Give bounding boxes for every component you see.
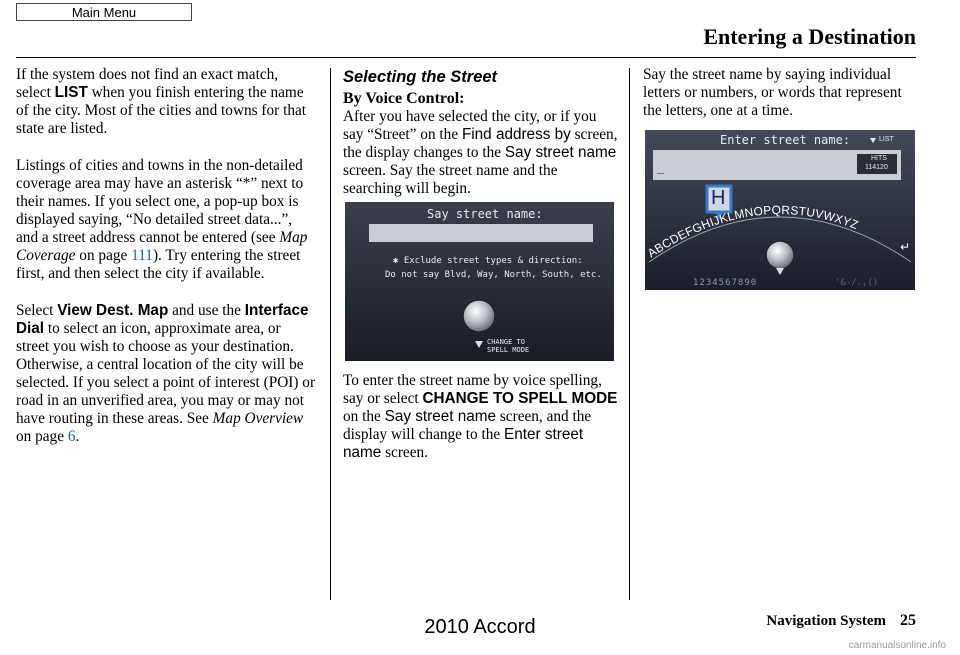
- page-link-111[interactable]: 111: [131, 247, 153, 264]
- do-not-say-note: Do not say Blvd, Way, North, South, etc.: [385, 270, 602, 280]
- view-dest-map-term: View Dest. Map: [57, 302, 169, 319]
- paragraph-voice: After you have selected the city, or if you say “Street” on the Find address by screen, the display changes to the Say street name screen. Say the street name and the searching will begin.: [343, 108, 618, 197]
- change-to-spell-term: CHANGE TO SPELL MODE: [422, 390, 618, 407]
- say-street-screen-art: [345, 202, 614, 361]
- paragraph-coverage: Listings of cities and towns in the non-detailed coverage area may have an asterisk “*” next to their names. If you select one, a pop-up box is displayed saying, “No detailed street data...”, and a street address cannot be entered (see Map Coverage on page 111). Try entering the street first, and then select the city if available.: [16, 157, 308, 282]
- page-number: 25: [900, 612, 916, 629]
- footer-section-label: Navigation System: [766, 613, 886, 629]
- column-divider-2: [629, 68, 630, 600]
- street-input-bar: [369, 224, 593, 242]
- say-street-screen: [345, 202, 614, 361]
- column-divider-1: [330, 68, 331, 600]
- letter-arc[interactable]: [645, 130, 915, 290]
- page-title: Entering a Destination: [703, 24, 916, 49]
- enter-street-screen: [645, 130, 915, 290]
- change-to-spell-mode-button[interactable]: CHANGE TO SPELL MODE: [487, 338, 530, 354]
- list-button[interactable]: LIST: [879, 136, 894, 143]
- paragraph-spell: To enter the street name by voice spelling, say or select CHANGE TO SPELL MODE on the Say street name screen, and the display will change to the Enter street name screen.: [343, 372, 618, 461]
- say-street-term-2: Say street name: [384, 408, 497, 425]
- footer-model: 2010 Accord: [424, 616, 536, 638]
- hits-label: HITS: [871, 155, 887, 162]
- symbol-row[interactable]: '&-/.,(): [835, 278, 879, 288]
- paragraph-list: If the system does not find an exact match, select LIST when you finish entering the name of the city. Most of the cities and towns for that state are listed.: [16, 66, 307, 137]
- say-street-term: Say street name: [504, 144, 617, 161]
- subheading: By Voice Control:: [343, 90, 465, 107]
- digit-row[interactable]: 1234567890: [693, 278, 758, 288]
- column-3: [643, 66, 918, 139]
- map-coverage-ref: Map Coverage: [16, 229, 308, 264]
- column-2: [343, 66, 618, 217]
- column-2-lower: [343, 372, 618, 481]
- enter-street-title: Enter street name:: [720, 133, 851, 147]
- find-address-term: Find address by: [461, 126, 571, 143]
- enter-key-icon[interactable]: ↵: [900, 240, 911, 254]
- column-1: [16, 66, 316, 465]
- exclude-note: ✱ Exclude street types & direction:: [393, 256, 583, 266]
- list-term: LIST: [54, 84, 88, 101]
- text-cursor: _: [657, 160, 665, 174]
- svg-text:ABCDEFGHIJKLMNOPQRSTUVWXYZ: [645, 203, 860, 260]
- highlighted-letter: H: [711, 187, 726, 209]
- interface-dial-icon: [463, 300, 495, 332]
- main-menu-button[interactable]: Main Menu: [16, 3, 192, 21]
- enter-street-term: Enter street name: [343, 426, 584, 461]
- header-rule: [16, 57, 916, 58]
- hits-value: 114120: [865, 164, 888, 171]
- say-street-title: Say street name:: [427, 207, 543, 221]
- alphabet-letters[interactable]: ABCDEFGHIJKLMNOPQRSTUVWXYZ: [645, 202, 861, 261]
- map-overview-ref: Map Overview: [212, 410, 304, 427]
- section-title: Selecting the Street: [343, 68, 498, 86]
- watermark: carmanualsonline.info: [848, 640, 946, 651]
- paragraph-view-dest: Select View Dest. Map and use the Interface Dial to select an icon, approximate area, or street you wish to choose as your destination. Otherwise, a central location of the city will be selected. If you select a point of interest (POI) or road in an unverified area, you may or may not have routing in these areas. See Map Overview on page 6.: [16, 302, 316, 445]
- interface-dial-term: Interface Dial: [16, 302, 309, 337]
- paragraph-letters: Say the street name by saying individual letters or numbers, or words that represent the letters, one at a time.: [643, 66, 902, 119]
- page-link-6[interactable]: 6: [67, 428, 76, 445]
